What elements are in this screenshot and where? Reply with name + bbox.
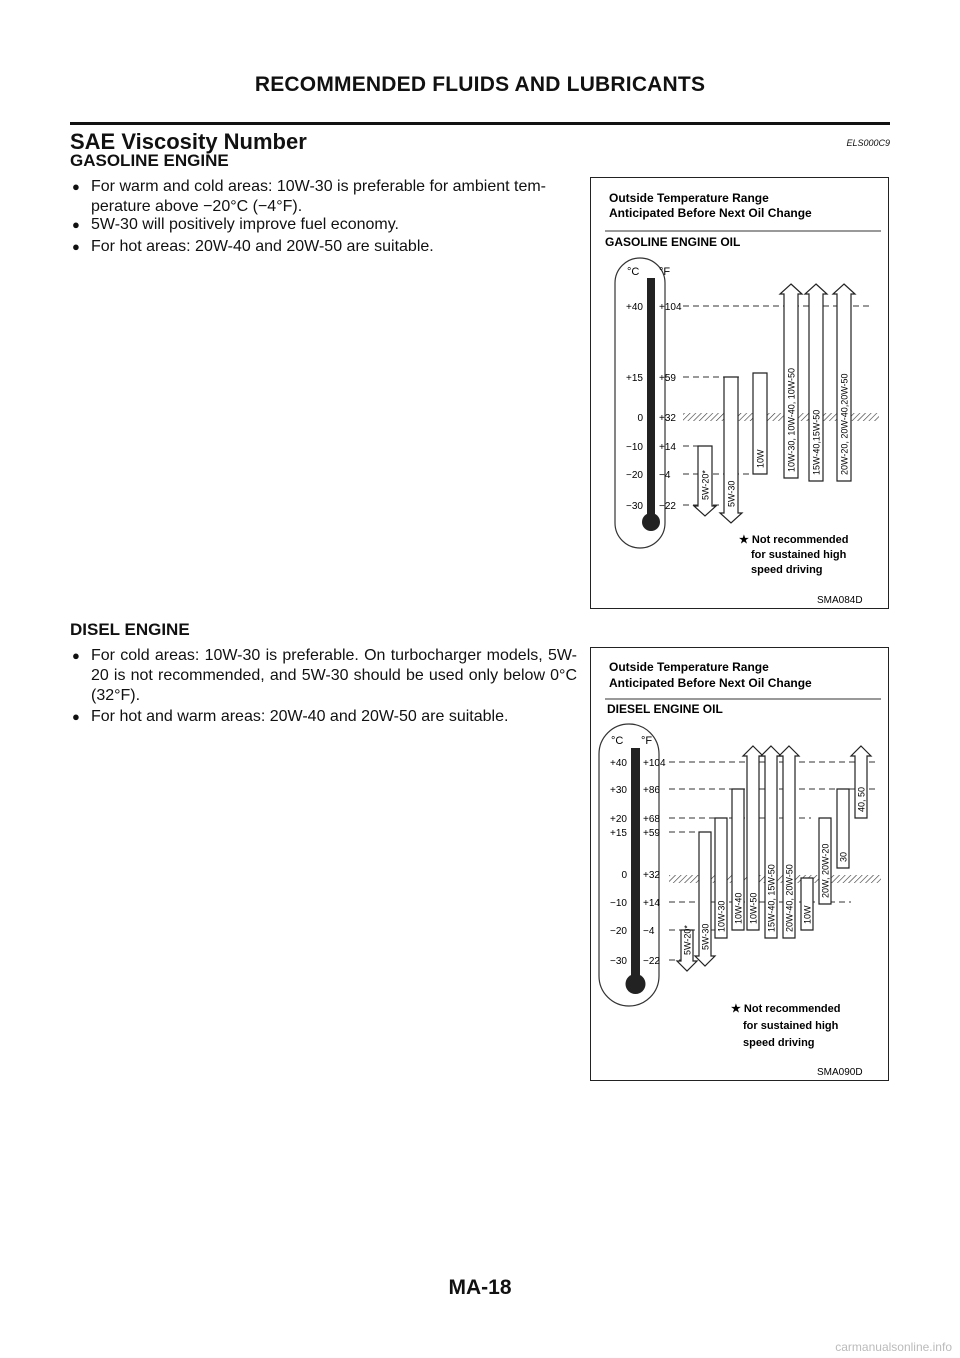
grade-arrows [694, 284, 855, 523]
watermark-site: carmanualsonline.info [835, 1340, 952, 1354]
gasoline-bullet-2: ● 5W-30 will positively improve fuel economy. [72, 216, 399, 233]
f-label: +32 [643, 870, 660, 881]
grade-label: 40, 50 [856, 786, 867, 812]
figure-code: SMA090D [817, 1067, 863, 1078]
note-line-3: speed driving [751, 564, 823, 576]
page-header-title: RECOMMENDED FLUIDS AND LUBRICANTS [254, 73, 706, 96]
grade-label: 10W [802, 905, 813, 924]
c-label: +40 [626, 302, 643, 313]
f-label: +59 [659, 373, 676, 384]
gasoline-bullet-3: ● For hot areas: 20W-40 and 20W-50 are suitable. [72, 238, 434, 255]
c-label: +20 [610, 814, 627, 825]
grade-label: 10W-40 [733, 892, 744, 924]
oil-title: DIESEL ENGINE OIL [607, 702, 723, 716]
figure-code: SMA084D [817, 595, 863, 606]
thermometer-bulb [626, 974, 646, 994]
f-label: +14 [643, 898, 660, 909]
f-label: +104 [659, 302, 682, 313]
grade-label: 20W, 20W-20 [820, 843, 831, 898]
note-line-1: ★ Not recommended [739, 534, 849, 546]
gasoline-heading: GASOLINE ENGINE [70, 151, 229, 170]
f-label: +86 [643, 785, 660, 796]
c-label: −20 [610, 926, 627, 937]
header-rule [70, 122, 890, 125]
bullet-dot-icon: ● [72, 709, 80, 724]
diesel-bullet-1: ● For cold areas: 10W-30 is preferable. On turbocharger models, 5W-20 is not recommended, and 5W-30 should be used only below 0°C (32°F). [72, 647, 577, 704]
gasoline-oil-figure [590, 177, 889, 609]
c-label: +15 [626, 373, 643, 384]
note-line-3: speed driving [743, 1037, 815, 1049]
f-label: +68 [643, 814, 660, 825]
grade-label: 5W-20* [682, 925, 693, 955]
grade-label: 5W-20* [700, 470, 711, 500]
section-code: ELS000C9 [846, 138, 890, 148]
f-label: −22 [659, 501, 676, 512]
note-line-1: ★ Not recommended [731, 1003, 841, 1015]
grade-label: 20W-40, 20W-50 [784, 864, 795, 932]
f-label: +59 [643, 828, 660, 839]
c-label: −30 [626, 501, 643, 512]
grade-label: 20W-20, 20W-40,20W-50 [839, 373, 850, 475]
grade-label: 10W [755, 449, 766, 468]
c-label: +40 [610, 758, 627, 769]
diesel-heading: DISEL ENGINE [70, 620, 190, 639]
f-label: +32 [659, 413, 676, 424]
fahrenheit-unit: °F [641, 735, 653, 747]
grade-label: 30 [838, 851, 849, 862]
grade-label: 15W-40, 15W-50 [766, 864, 777, 932]
grade-label: 10W-30 [716, 900, 727, 932]
fahrenheit-unit: °F [659, 266, 671, 278]
bullet-dot-icon: ● [72, 239, 80, 254]
bullet-dot-icon: ● [72, 217, 80, 232]
thermometer-bulb [642, 513, 660, 531]
c-label: 0 [621, 870, 627, 881]
thermometer-column [647, 278, 655, 516]
c-label: 0 [637, 413, 643, 424]
page-number: MA-18 [448, 1276, 512, 1299]
grade-arrows [677, 746, 871, 971]
section-title: SAE Viscosity Number [70, 129, 307, 154]
gasoline-bullet-1: ● For warm and cold areas: 10W-30 is preferable for ambient tem-perature above −20°C (−4°F). [72, 178, 547, 215]
thermometer-column [631, 748, 640, 980]
c-label: −30 [610, 956, 627, 967]
celsius-unit: °C [611, 735, 624, 747]
range-line-2: Anticipated Before Next Oil Change [609, 676, 812, 690]
range-line-2: Anticipated Before Next Oil Change [609, 206, 812, 220]
bullet-dot-icon: ● [72, 648, 80, 663]
f-label: −4 [659, 470, 671, 481]
celsius-unit: °C [627, 266, 640, 278]
grade-label: 10W-50 [748, 892, 759, 924]
c-label: −10 [626, 442, 643, 453]
c-label: −20 [626, 470, 643, 481]
f-label: −22 [643, 956, 660, 967]
grade-label: 5W-30 [726, 480, 737, 507]
grade-label: 15W-40,15W-50 [811, 409, 822, 475]
range-line-1: Outside Temperature Range [609, 191, 769, 205]
diesel-oil-figure [590, 647, 889, 1081]
grade-label: 10W-30, 10W-40, 10W-50 [786, 367, 797, 472]
f-label: −4 [643, 926, 655, 937]
f-label: +104 [643, 758, 666, 769]
c-label: +30 [610, 785, 627, 796]
f-label: +14 [659, 442, 676, 453]
grade-label: 5W-30 [700, 923, 711, 950]
c-label: +15 [610, 828, 627, 839]
bullet-dot-icon: ● [72, 179, 80, 194]
note-line-2: for sustained high [751, 549, 847, 561]
oil-title: GASOLINE ENGINE OIL [605, 235, 741, 249]
note-line-2: for sustained high [743, 1020, 839, 1032]
diesel-bullet-2: ● For hot and warm areas: 20W-40 and 20W-50 are suitable. [72, 708, 509, 725]
range-line-1: Outside Temperature Range [609, 660, 769, 674]
c-label: −10 [610, 898, 627, 909]
